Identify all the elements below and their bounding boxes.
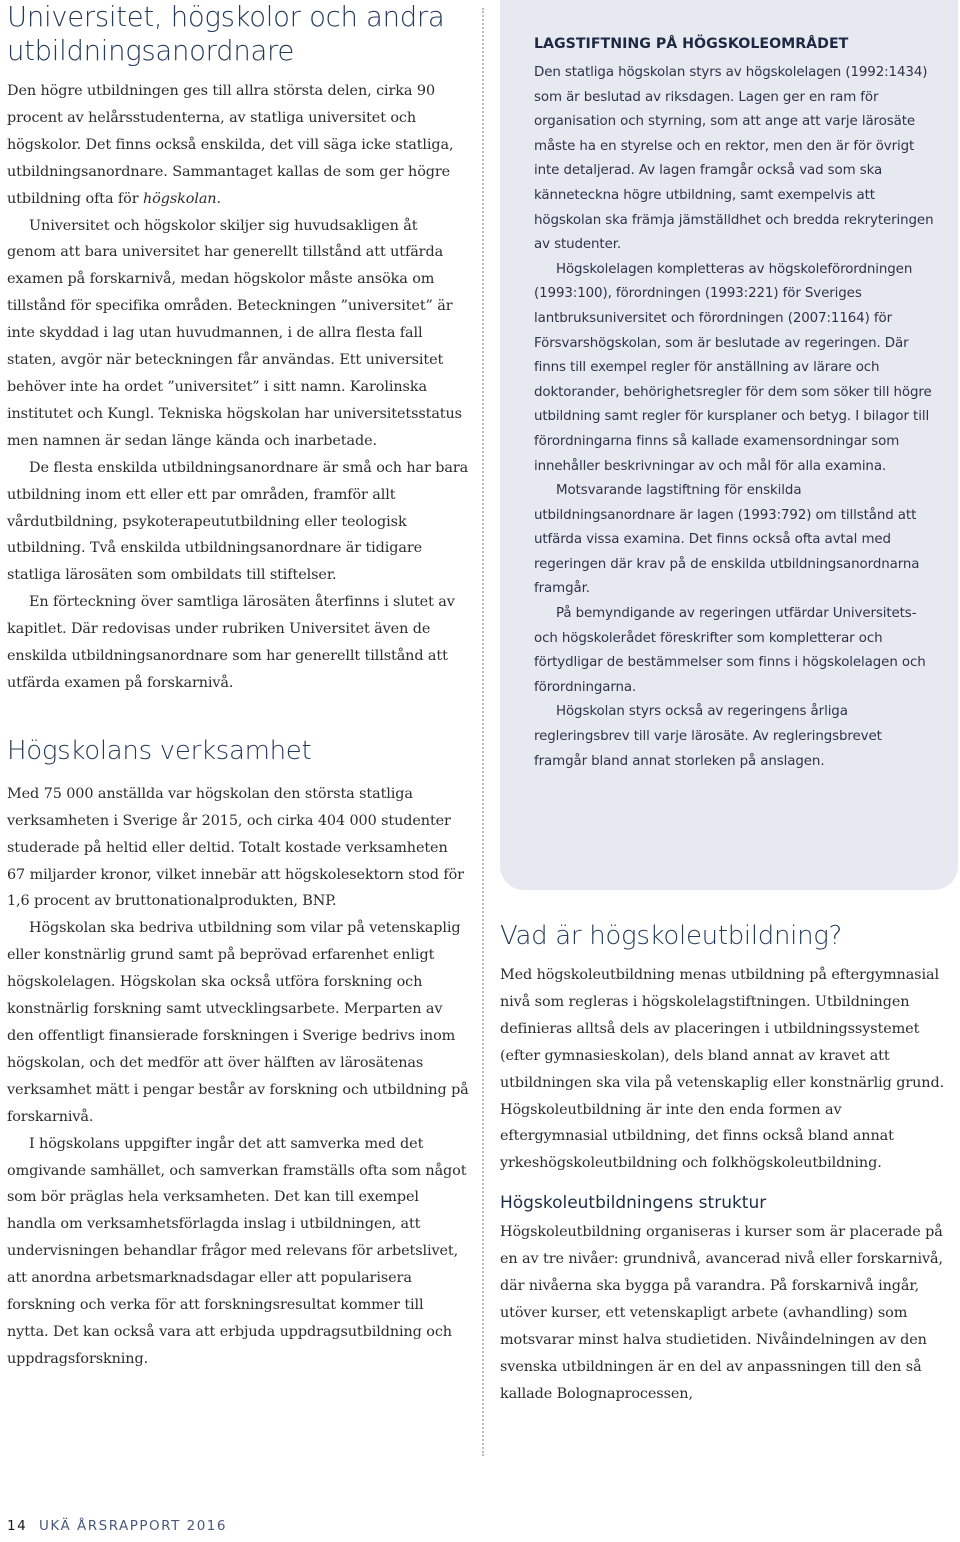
section-title-higher-education: Vad är högskoleutbildning? <box>500 921 843 951</box>
column-divider <box>482 8 484 1456</box>
legislation-box <box>500 0 958 890</box>
box-paragraph-uhr: På bemyndigande av regeringen utfärdar Universitets- och högskolerådet föreskrifter som kompletterar och förtydligar de bestämmelser som finns i högskolelagen och förordningarna. <box>534 606 926 695</box>
paragraph-private-providers: De flesta enskilda utbildningsanordnare är små och har bara utbildning inom ett eller ett par områden, framför allt vårdutbildning, psykoterapeututbildning eller teologisk utbildning. Två enskilda utbildningsanordnare är tidigare statliga lärosäten som ombildats till stiftelser. <box>7 459 469 584</box>
box-paragraph-private-law: Motsvarande lagstiftning för enskilda utbildningsanordnare är lagen (1993:792) om tillstånd att utfärda vissa examina. Det finns också ofta avtal med regeringen där krav på de enskilda utbildningsanordnarna framgår. <box>534 483 920 597</box>
left-column <box>7 0 469 1373</box>
paragraph-collaboration: I högskolans uppgifter ingår det att samverka med det omgivande samhället, och samverkan framställs ofta som något som bör präglas hela verksamheten. Det kan till exempel handla om verksamhetsförlagda inslag i utbildningen, att undervisningen behandlar frågor med relevans för arbetslivet, att anordna arbetsmarknadsdagar eller att popularisera forskning och verka för att forskningsresultat kommer till nytta. Det kan också vara att erbjuda uppdragsutbildning och uppdragsforskning. <box>7 1135 467 1367</box>
page-title: Universitet, högskolor och andra utbildningsanordnare <box>7 1 445 67</box>
paragraph-mission: Högskolan ska bedriva utbildning som vilar på vetenskaplig eller konstnärlig grund samt på beprövad erfarenhet enligt högskolelagen. Högskolan ska också utföra forskning och konstnärlig forskning samt utvecklingsarbete. Merparten av den offentligt finansierade forskningen i Sverige bedrivs inom högskolan, och det medför att över hälften av lärosätenas verksamhet mätt i pengar består av forskning och utbildning på forskarnivå. <box>7 920 469 1125</box>
right-column <box>500 920 952 1408</box>
intro-emphasis: högskolan. <box>143 190 221 207</box>
paragraph-universities: Universitet och högskolor skiljer sig huvudsakligen åt genom att bara universitet har generellt tillstånd att utfärda examen på forskarnivå, medan högskolor måste ansöka om tillstånd för specifika områden. Beteckningen ”universitet” är inte skyddad i lag utan huvudmannen, i de allra flesta fall staten, avgör när beteckningen får användas. Ett universitet behöver inte ha ordet ”universitet” i sitt namn. Karolinska institutet och Kungl. Tekniska högskolan har universitetsstatus men namnen är sedan länge kända och inarbetade. <box>7 217 462 449</box>
box-heading: LAGSTIFTNING PÅ HÖGSKOLEOMRÅDET <box>534 36 849 52</box>
paragraph-list-reference: En förteckning över samtliga lärosäten återfinns i slutet av kapitlet. Där redovisas under rubriken Universitet även de enskilda utbildningsanordnare som har generellt tillstånd att utfärda examen på forskarnivå. <box>7 594 455 691</box>
page-number: 14 <box>7 1518 28 1534</box>
publication-name: UKÄ ÅRSRAPPORT 2016 <box>38 1518 227 1534</box>
subsection-title-structure: Högskoleutbildningens struktur <box>500 1193 767 1214</box>
section-title-verksamhet: Högskolans verksamhet <box>7 735 312 766</box>
intro-paragraph: Den högre utbildningen ges till allra största delen, cirka 90 procent av helårsstudenterna, av statliga universitet och högskolor. Det finns också enskilda, det vill säga icke statliga, utbildningsanordnare. Sammantaget kallas de som ger högre utbildning ofta för högskolan. <box>7 83 454 207</box>
paragraph-structure: Högskoleutbildning organiseras i kurser som är placerade på en av tre nivåer: grundnivå, avancerad nivå eller forskarnivå, där nivåerna ska bygga på varandra. På forskarnivå ingår, utöver kurser, ett vetenskapligt arbete (avhandling) som motsvarar minst halva studietiden. Nivåindelningen av den svenska utbildningen är en del av anpassningen till den så kallade Bolognaprocessen, <box>500 1224 943 1402</box>
page-footer <box>7 1518 227 1534</box>
paragraph-employees: Med 75 000 anställda var högskolan den största statliga verksamheten i Sverige år 2015, och cirka 404 000 studenter studerade på heltid eller deltid. Totalt kostade verksamheten 67 miljarder kronor, vilket innebär att högskolesektorn stod för 1,6 procent av bruttonationalprodukten, BNP. <box>7 785 464 910</box>
box-paragraph-regleringsbrev: Högskolan styrs också av regeringens årliga regleringsbrev till varje lärosäte. Av regleringsbrevet framgår bland annat storleken på anslagen. <box>534 704 882 769</box>
box-paragraph-law: Den statliga högskolan styrs av högskolelagen (1992:1434) som är beslutad av riksdagen. Lagen ger en ram för organisation och styrning, som att ange att varje lärosäte måste ha en styrelse och en rektor, men den är för övrigt inte detaljerad. Av lagen framgår också vad som ska känneteckna högre utbildning, samt exempelvis att högskolan ska främja jämställdhet och bredda rekryteringen av studenter. <box>534 65 934 253</box>
box-paragraph-ordinance: Högskolelagen kompletteras av högskoleförordningen (1993:100), förordningen (1993:221) för Sveriges lantbruksuniversitet och förordningen (2007:1164) för Försvarshögskolan, som är beslutade av regeringen. Där finns till exempel regler för anställning av lärare och doktorander, behörighetsregler för dem som söker till högre utbildning samt regler för kursplaner och betyg. I bilagor till förordningarna finns så kallade examensordningar som innehåller beskrivningar av och mål för alla examina. <box>534 261 932 474</box>
paragraph-definition: Med högskoleutbildning menas utbildning på eftergymnasial nivå som regleras i högskolelagstiftningen. Utbildningen definieras alltså dels av placeringen i utbildningssystemet (efter gymnasieskolan), dels bland annat av kravet att utbildningen ska vila på vetenskaplig eller konstnärlig grund. Högskoleutbildning är inte den enda formen av eftergymnasial utbildning, det finns också bland annat yrkeshögskoleutbildning och folkhögskoleutbildning. <box>500 967 945 1172</box>
